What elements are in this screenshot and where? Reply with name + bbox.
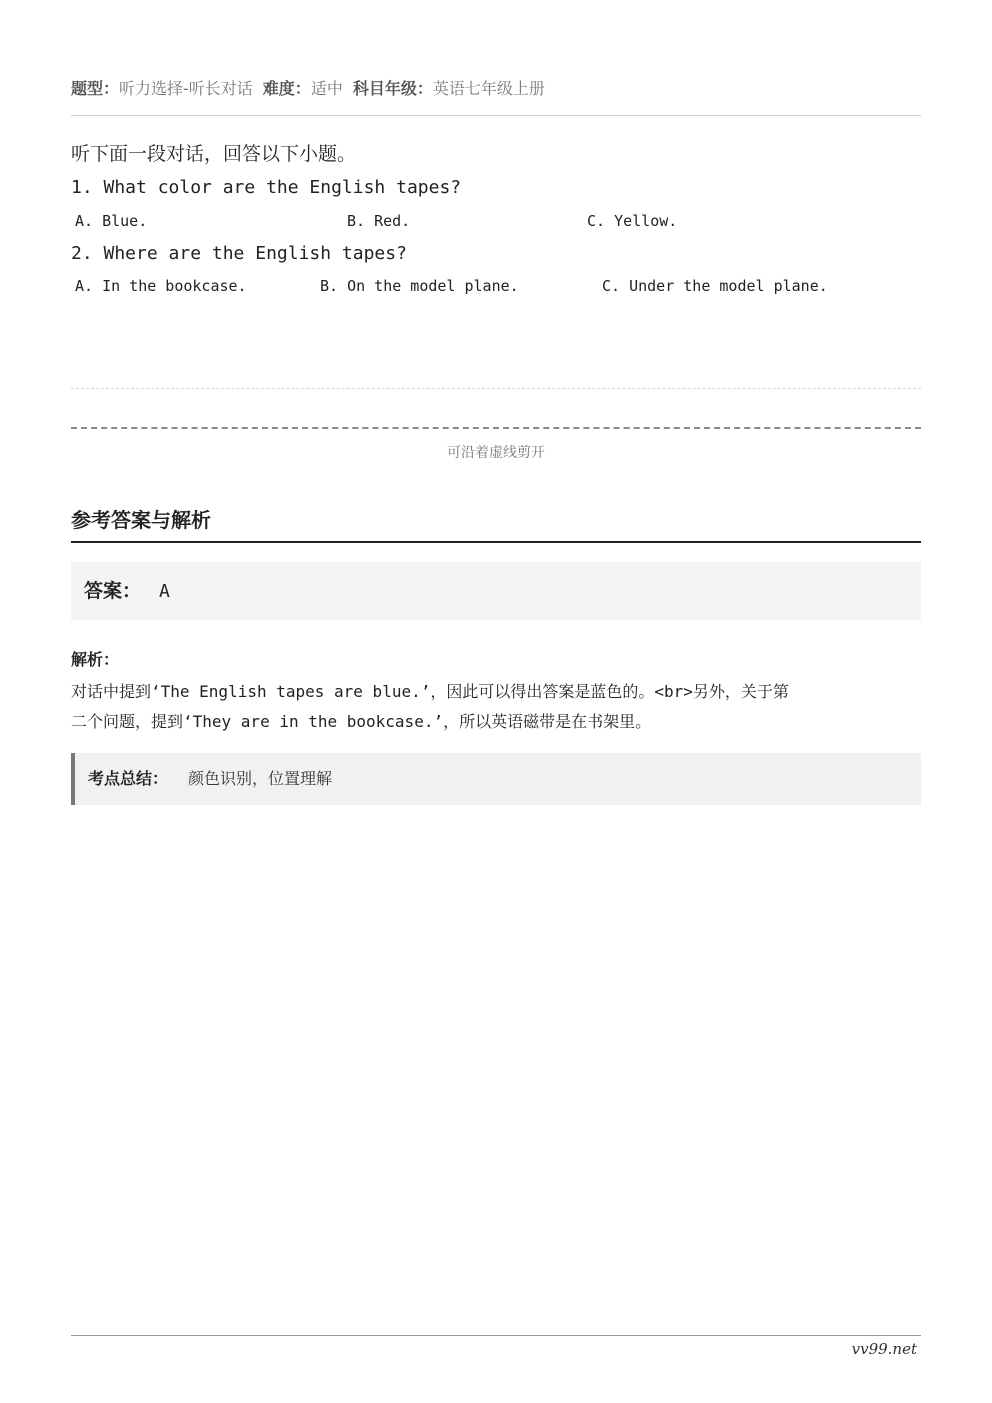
exam-page [71, 0, 921, 1403]
solution-title-rule [71, 541, 921, 543]
summary-label: 考点总结： [88, 769, 169, 788]
question-2-option-a: A. In the bookcase. [75, 277, 247, 295]
difficulty-value: 适中 [310, 79, 343, 98]
answer-value: A [159, 581, 170, 602]
type-label: 题型： [71, 79, 120, 98]
footer-site: vv99.net [851, 1340, 917, 1358]
question-2-option-b: B. On the model plane. [320, 277, 519, 295]
cut-hint: 可沿着虚线剪开 [447, 445, 545, 461]
question-2-option-c: C. Under the model plane. [602, 277, 828, 295]
answer-label: 答案： [84, 580, 142, 602]
subject-label: 科目年级： [352, 79, 433, 98]
solution-title: 参考答案与解析 [71, 508, 211, 532]
summary-box [71, 753, 921, 805]
meta-divider [71, 115, 921, 116]
question-1-option-c: C. Yellow. [587, 212, 678, 230]
question-1: 1. What color are the English tapes? [71, 177, 462, 198]
question-1-option-a: A. Blue. [75, 212, 148, 230]
question-2: 2. Where are the English tapes? [71, 243, 407, 264]
answer-area-divider [71, 388, 921, 389]
question-meta [71, 79, 921, 99]
difficulty-label: 难度： [262, 79, 311, 98]
subject-value: 英语七年级上册 [432, 79, 545, 98]
type-value: 听力选择-听长对话 [119, 79, 253, 98]
analysis-text [71, 677, 923, 737]
analysis-label: 解析： [71, 650, 120, 669]
summary-value: 颜色识别，位置理解 [188, 769, 333, 788]
cut-line [71, 427, 921, 429]
answer-box [71, 562, 921, 620]
analysis-line: 二个问题，提到‘They are in the bookcase.’，所以英语磁带是在书架里。 [71, 712, 652, 731]
question-1-option-b: B. Red. [347, 212, 411, 230]
instruction-text: 听下面一段对话，回答以下小题。 [71, 143, 357, 165]
footer-divider [71, 1335, 921, 1336]
analysis-line: 对话中提到‘The English tapes are blue.’，因此可以得出答案是蓝色的。<br>另外，关于第 [71, 682, 789, 701]
